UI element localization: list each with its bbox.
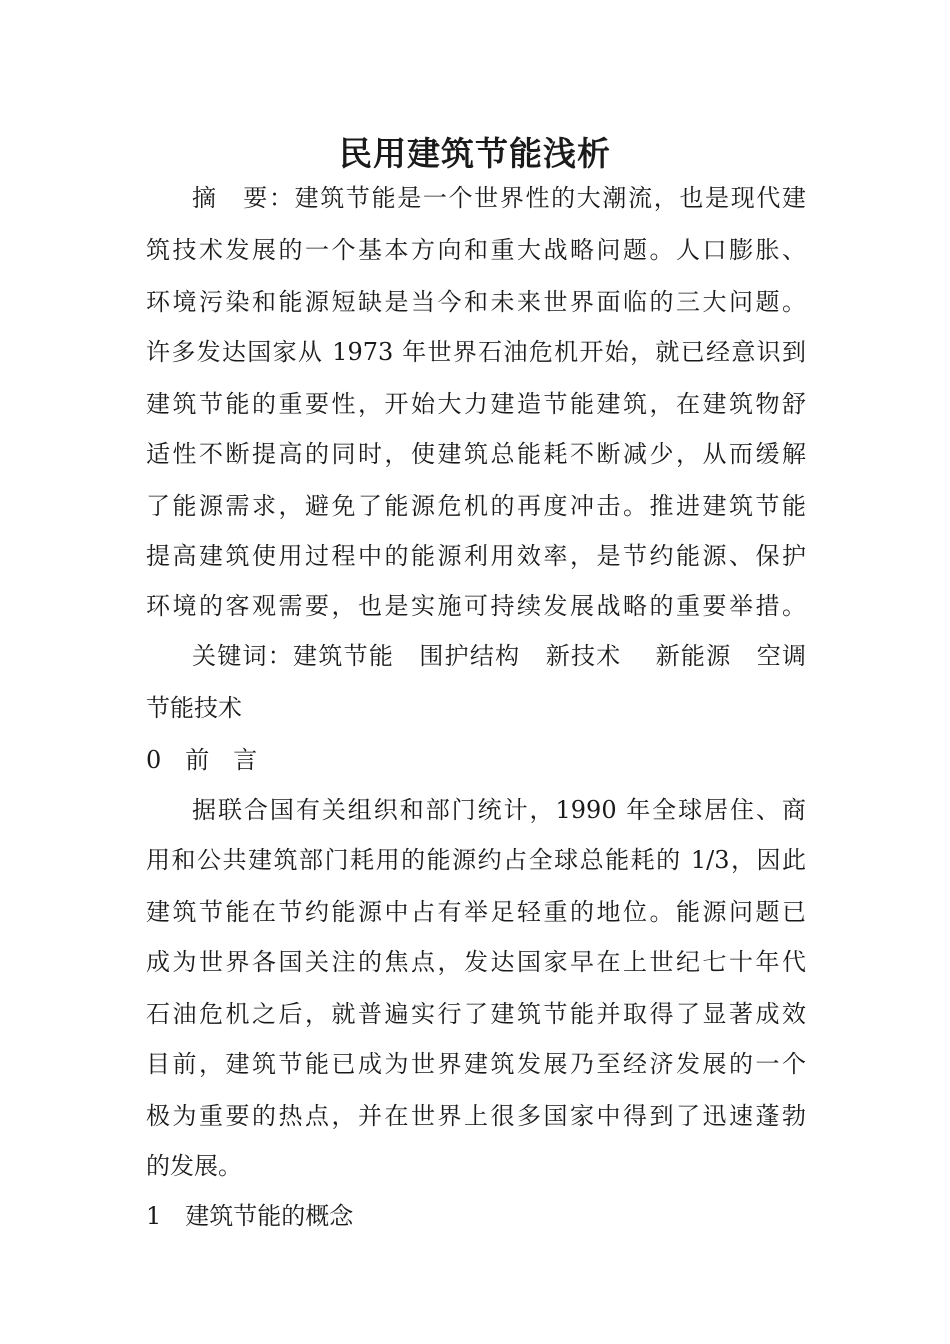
abstract-line: 适性不断提高的同时，使建筑总能耗不断减少，从而缓解: [146, 440, 806, 468]
abstract-line: 摘 要：建筑节能是一个世界性的大潮流，也是现代建: [192, 184, 806, 212]
paragraph-line: 目前，建筑节能已成为世界建筑发展乃至经济发展的一个: [146, 1050, 806, 1078]
keywords-line: 节能技术: [146, 694, 242, 722]
abstract-line: 环境污染和能源短缺是当今和未来世界面临的三大问题。: [146, 288, 806, 316]
abstract-line: 建筑节能的重要性，开始大力建造节能建筑，在建筑物舒: [146, 390, 806, 418]
abstract-line: 筑技术发展的一个基本方向和重大战略问题。人口膨胀、: [146, 236, 806, 264]
paragraph-line: 的发展。: [146, 1152, 242, 1180]
section-heading: 1 建筑节能的概念: [146, 1202, 354, 1230]
document-title: 民用建筑节能浅析: [339, 134, 611, 173]
abstract-line: 了能源需求，避免了能源危机的再度冲击。推进建筑节能: [146, 492, 806, 520]
paragraph-line: 石油危机之后，就普遍实行了建筑节能并取得了显著成效: [146, 1000, 806, 1028]
abstract-line: 环境的客观需要，也是实施可持续发展战略的重要举措。: [146, 592, 806, 620]
paragraph-line: 据联合国有关组织和部门统计，1990 年全球居住、商: [192, 796, 806, 824]
paragraph-line: 极为重要的热点，并在世界上很多国家中得到了迅速蓬勃: [146, 1102, 806, 1130]
abstract-line: 提高建筑使用过程中的能源利用效率，是节约能源、保护: [146, 542, 806, 570]
paragraph-line: 建筑节能在节约能源中占有举足轻重的地位。能源问题已: [146, 898, 806, 926]
paragraph-line: 成为世界各国关注的焦点，发达国家早在上世纪七十年代: [146, 948, 806, 976]
section-heading: 0 前 言: [146, 746, 258, 774]
paragraph-line: 用和公共建筑部门耗用的能源约占全球总能耗的 1/3，因此: [146, 846, 806, 874]
keywords-line: 关键词：建筑节能 围护结构 新技术 新能源 空调: [192, 642, 806, 670]
abstract-line: 许多发达国家从 1973 年世界石油危机开始，就已经意识到: [146, 338, 806, 366]
